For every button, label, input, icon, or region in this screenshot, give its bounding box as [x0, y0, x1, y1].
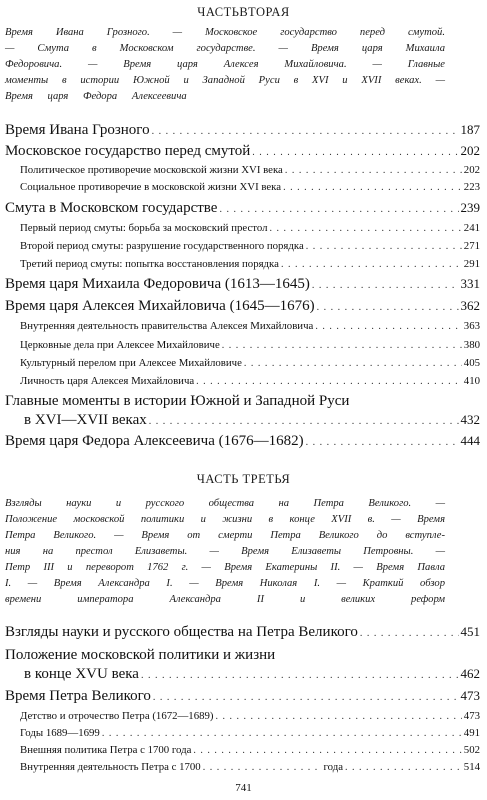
abstract-line: Время Ивана Грозного. — Московское государство перед смутой. — [5, 27, 445, 38]
dot-leader — [306, 437, 459, 448]
toc-entry-title: Внешняя политика Петра с 1700 года — [20, 744, 192, 756]
abstract-line: I. — Время Александра I. — Время Николая I. — Краткий обзор — [5, 578, 445, 589]
toc-entry-title: Церковные дела при Алексее Михайловиче — [20, 339, 220, 351]
toc-entry[interactable] — [5, 624, 480, 641]
toc-entry-title: Время царя Федора Алексеевича (1676—1682) — [5, 433, 304, 449]
abstract-line: Петра Великого. — Время от смерти Петра Великого до вступле- — [5, 530, 445, 541]
dot-leader — [315, 321, 461, 332]
toc-entry-title: Третий период смуты: попытка восстановления порядка — [20, 258, 279, 270]
toc-subentry[interactable] — [20, 240, 480, 252]
toc-entry-title: Смута в Московском государстве — [5, 200, 218, 216]
dot-leader — [345, 762, 462, 773]
toc-subentry[interactable] — [20, 710, 480, 722]
toc-page-number: 491 — [463, 727, 480, 739]
toc-entry[interactable] — [5, 298, 480, 315]
toc-page-number: 202 — [463, 164, 480, 176]
toc-entry-title: Московское государство перед смутой — [5, 143, 251, 159]
dot-leader — [216, 711, 462, 722]
toc-entry[interactable] — [5, 276, 480, 293]
toc-page-number: 223 — [463, 181, 480, 193]
toc-entry-title: Внутренняя деятельность Петра с 1700 — [20, 761, 201, 773]
toc-page-number: 241 — [463, 222, 480, 234]
abstract-line: времени императора Александра II и великих реформ — [5, 594, 445, 605]
toc-entry-title: Первый период смуты: борьба за московский престол — [20, 222, 268, 234]
toc-subentry[interactable] — [20, 222, 480, 234]
toc-entry-continuation[interactable] — [24, 412, 480, 429]
toc-page-number: 462 — [460, 666, 480, 681]
toc-subentry[interactable] — [20, 258, 480, 270]
toc-page-number: 473 — [460, 688, 480, 703]
toc-entry-title: Культурный перелом при Алексее Михайловиче — [20, 357, 242, 369]
toc-entry-title: Время царя Алексея Михайловича (1645—1676) — [5, 298, 315, 314]
dot-leader — [269, 223, 461, 234]
toc-subentry[interactable] — [20, 375, 480, 387]
toc-page-number: 451 — [460, 624, 480, 639]
toc-page-number: 444 — [460, 433, 480, 448]
toc-entry[interactable] — [5, 647, 480, 664]
abstract-line: Петр III и переворот 1762 г. — Время Екатерины II. — Время Павла — [5, 562, 445, 573]
toc-entry-title-cont: в конце XVU века — [24, 666, 139, 682]
toc-page-number: 432 — [460, 412, 480, 427]
toc-subentry[interactable] — [20, 181, 480, 193]
dot-leader — [149, 416, 459, 427]
toc-subentry[interactable] — [20, 744, 480, 756]
abstract-line: — Смута в Московском государстве. — Время царя Михаила — [5, 43, 445, 54]
toc-entry-title: Годы 1689—1699 — [20, 727, 100, 739]
abstract-line: Взгляды науки и русского общества на Петра Великого. — — [5, 498, 445, 509]
toc-entry-title-cont: в XVI—XVII веках — [24, 412, 147, 428]
toc-subentry[interactable] — [20, 164, 480, 176]
toc-page-number: 291 — [463, 258, 480, 270]
toc-entry[interactable] — [5, 393, 480, 410]
toc-page-number: 514 — [463, 761, 480, 773]
toc-page-number: 187 — [460, 122, 480, 137]
toc-entry[interactable] — [5, 688, 480, 705]
toc-subentry[interactable] — [20, 339, 480, 351]
abstract-line: ния на престол Елизаветы. — Время Елизаветы Петровны. — — [5, 546, 445, 557]
page-number: 741 — [235, 782, 252, 794]
toc-entry-continuation[interactable] — [24, 666, 480, 683]
toc-entry-title: Внутренняя деятельность правительства Алексея Михайловича — [20, 320, 314, 332]
toc-entry-title: Главные моменты в истории Южной и Западной Руси — [5, 393, 350, 409]
dot-leader — [152, 126, 459, 137]
dot-leader — [141, 670, 459, 681]
toc-entry-title: Социальное противоречие в московской жизни XVI века — [20, 181, 282, 193]
toc-entry-title: Политическое противоречие московской жизни XVI века — [20, 164, 283, 176]
toc-entry-title: Взгляды науки и русского общества на Петра Великого — [5, 624, 358, 640]
toc-entry-title: Детство и отрочество Петра (1672—1689) — [20, 710, 214, 722]
toc-entry-title: Второй период смуты: разрушение государственного порядка — [20, 240, 304, 252]
toc-subentry[interactable] — [20, 727, 480, 739]
toc-entry-title: Время Петра Великого — [5, 688, 151, 704]
toc-page-number: 239 — [460, 200, 480, 215]
toc-subentry[interactable] — [20, 357, 480, 369]
part-two-abstract — [5, 25, 445, 105]
dot-leader — [281, 259, 462, 270]
toc-page-number: 502 — [463, 744, 480, 756]
dot-leader — [196, 376, 462, 387]
dot-leader — [222, 340, 462, 351]
toc-entry-title: Положение московской политики и жизни — [5, 647, 276, 663]
abstract-line: Время царя Федора Алексеевича — [5, 91, 187, 102]
abstract-line: Положение московской политики и жизни в конце XVII в. — Время — [5, 514, 445, 525]
dot-leader — [312, 280, 459, 291]
dot-leader — [244, 358, 462, 369]
toc-entry[interactable] — [5, 122, 480, 139]
toc-entry-title: Время Ивана Грозного — [5, 122, 150, 138]
toc-subentry[interactable] — [20, 761, 480, 773]
toc-entry[interactable] — [5, 433, 480, 450]
dot-leader — [317, 302, 459, 313]
toc-entry-title-tail: года — [323, 761, 344, 773]
dot-leader — [153, 692, 459, 703]
toc-page-number: 362 — [460, 298, 480, 313]
toc-page-number: 410 — [463, 375, 480, 387]
toc-page-number: 202 — [460, 143, 480, 158]
part-two-heading: ЧАСТЬВТОРАЯ — [197, 5, 290, 19]
dot-leader — [193, 745, 461, 756]
dot-leader — [219, 204, 458, 215]
toc-entry[interactable] — [5, 200, 480, 217]
toc-page-number: 380 — [463, 339, 480, 351]
toc-entry[interactable] — [5, 143, 480, 160]
dot-leader — [360, 628, 459, 639]
dot-leader — [102, 728, 462, 739]
toc-page-number: 473 — [463, 710, 480, 722]
toc-subentry[interactable] — [20, 320, 480, 332]
part-three-heading: ЧАСТЬ ТРЕТЬЯ — [196, 472, 291, 486]
toc-entry-title: Время царя Михаила Федоровича (1613—1645) — [5, 276, 310, 292]
abstract-line: Федоровича. — Время царя Алексея Михайловича. — Главные — [5, 59, 445, 70]
abstract-line: моменты в истории Южной и Западной Руси в XVI и XVII веках. — — [5, 75, 445, 86]
dot-leader — [306, 241, 462, 252]
toc-page-number: 331 — [460, 276, 480, 291]
dot-leader — [203, 762, 320, 773]
dot-leader — [283, 182, 462, 193]
toc-entry-title: Личность царя Алексея Михайловича — [20, 375, 195, 387]
toc-page-number: 405 — [463, 357, 480, 369]
dot-leader — [252, 147, 458, 158]
toc-page-number: 363 — [463, 320, 480, 332]
part-three-abstract — [5, 496, 445, 608]
toc-page-number: 271 — [463, 240, 480, 252]
dot-leader — [285, 165, 462, 176]
